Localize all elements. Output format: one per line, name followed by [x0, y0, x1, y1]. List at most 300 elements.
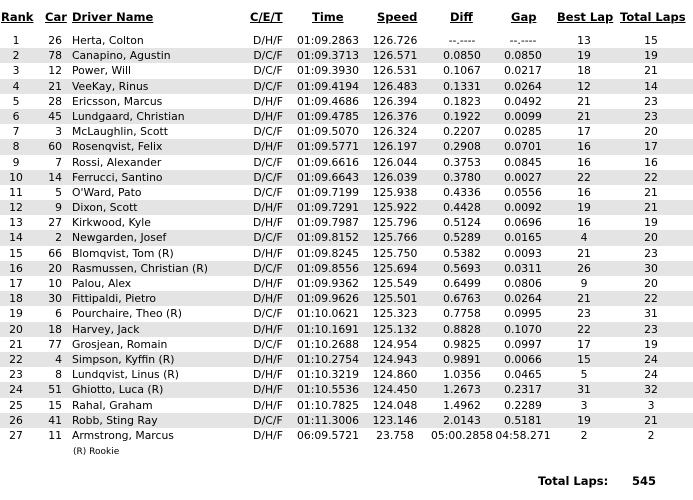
cell-driver: Rossi, Alexander — [72, 155, 162, 169]
cell-car: 51 — [48, 383, 62, 397]
cell-time: 01:09.3713 — [296, 49, 360, 63]
cell-total-laps: 20 — [644, 231, 658, 245]
header-total-laps: Total Laps — [620, 10, 686, 24]
cell-gap: 0.0465 — [504, 368, 542, 382]
cell-driver: Canapino, Agustin — [72, 49, 171, 63]
cell-car: 78 — [48, 49, 62, 63]
cell-diff: 0.4336 — [443, 185, 481, 199]
cell-best-lap: 12 — [577, 79, 591, 93]
cell-total-laps: 23 — [644, 246, 658, 260]
cell-speed: 125.750 — [372, 246, 418, 260]
cell-driver: Kirkwood, Kyle — [72, 216, 151, 230]
cell-gap: 0.0492 — [504, 94, 542, 108]
cell-car: 30 — [48, 292, 62, 306]
cell-total-laps: 19 — [644, 216, 658, 230]
cell-driver: Lundqvist, Linus (R) — [72, 368, 180, 382]
cell-cet: D/H/F — [253, 322, 283, 336]
cell-speed: 125.549 — [372, 277, 418, 290]
cell-best-lap: 16 — [577, 155, 591, 169]
cell-diff: 0.1823 — [443, 94, 481, 108]
cell-rank: 8 — [12, 140, 20, 154]
cell-best-lap: 22 — [577, 322, 591, 336]
cell-gap: 0.0092 — [504, 201, 542, 215]
cell-diff: 0.5382 — [443, 246, 481, 260]
cell-cet: D/H/F — [253, 246, 283, 260]
cell-cet: D/C/F — [253, 125, 283, 139]
cell-rank: 12 — [9, 201, 23, 215]
cell-car: 14 — [48, 170, 62, 184]
cell-diff: 1.2673 — [443, 383, 481, 397]
cell-diff: 0.2908 — [443, 140, 481, 154]
cell-speed: 126.571 — [372, 49, 418, 63]
cell-best-lap: 19 — [577, 49, 591, 63]
cell-driver: Ericsson, Marcus — [72, 94, 163, 108]
cell-cet: D/H/F — [253, 277, 283, 290]
cell-rank: 5 — [12, 94, 20, 108]
cell-cet: D/H/F — [253, 216, 283, 230]
cell-rank: 27 — [9, 428, 23, 442]
table-row — [0, 261, 693, 276]
cell-diff: 0.4428 — [443, 201, 481, 215]
table-row — [0, 382, 693, 397]
cell-time: 01:09.4194 — [296, 79, 360, 93]
cell-rank: 25 — [9, 398, 23, 412]
cell-gap: 0.0845 — [504, 155, 542, 169]
cell-gap: 0.2317 — [504, 383, 542, 397]
cell-car: 15 — [48, 398, 62, 412]
table-row — [0, 94, 693, 109]
cell-rank: 23 — [9, 368, 23, 382]
cell-total-laps: 23 — [644, 322, 658, 336]
cell-time: 01:09.7199 — [296, 185, 360, 199]
cell-rank: 6 — [12, 109, 20, 123]
cell-total-laps: 30 — [644, 261, 658, 275]
cell-rank: 24 — [9, 383, 23, 397]
total-laps-value: 545 — [632, 474, 657, 488]
cell-rank: 11 — [9, 185, 23, 199]
cell-driver: O'Ward, Pato — [72, 185, 142, 199]
header-driver: Driver Name — [72, 10, 154, 24]
cell-total-laps: 17 — [644, 140, 658, 154]
cell-gap: 0.0285 — [504, 125, 542, 139]
cell-gap: 0.0556 — [504, 185, 542, 199]
cell-car: 26 — [48, 34, 62, 47]
cell-total-laps: 24 — [644, 368, 658, 382]
cell-time: 01:10.5536 — [296, 383, 360, 397]
cell-diff: 0.9891 — [443, 352, 481, 366]
cell-diff: 0.1922 — [443, 109, 481, 123]
cell-diff: 0.6499 — [443, 277, 481, 290]
cell-gap: 0.0264 — [504, 79, 542, 93]
cell-cet: D/H/F — [253, 201, 283, 215]
header-speed: Speed — [377, 10, 418, 24]
cell-car: 20 — [48, 261, 62, 275]
cell-rank: 9 — [12, 155, 20, 169]
cell-diff: 0.2207 — [443, 125, 481, 139]
cell-best-lap: 19 — [577, 201, 591, 215]
table-row — [0, 337, 693, 352]
cell-diff: 0.0850 — [443, 49, 481, 63]
table-row — [0, 48, 693, 63]
cell-gap: 0.0696 — [504, 216, 542, 230]
cell-driver: Herta, Colton — [72, 34, 144, 47]
cell-diff: 2.0143 — [443, 413, 481, 427]
cell-total-laps: 23 — [644, 109, 658, 123]
header-car: Car — [45, 10, 67, 24]
cell-gap: 0.5181 — [504, 413, 542, 427]
cell-driver: Lundgaard, Christian — [72, 109, 185, 123]
cell-car: 41 — [48, 413, 62, 427]
cell-total-laps: 31 — [644, 307, 658, 321]
cell-diff: 1.0356 — [443, 368, 481, 382]
cell-driver: Fittipaldi, Pietro — [72, 292, 157, 306]
cell-time: 01:09.9626 — [296, 292, 360, 306]
cell-driver: Newgarden, Josef — [72, 231, 167, 245]
cell-speed: 125.323 — [372, 307, 418, 321]
cell-rank: 20 — [9, 322, 23, 336]
cell-speed: 126.483 — [372, 79, 418, 93]
table-row — [0, 170, 693, 185]
cell-gap: 04:58.271 — [495, 428, 551, 442]
cell-driver: Simpson, Kyffin (R) — [72, 352, 175, 366]
cell-time: 01:09.2863 — [296, 34, 360, 47]
table-row — [0, 185, 693, 200]
cell-rank: 1 — [12, 34, 20, 47]
cell-car: 9 — [55, 201, 62, 215]
cell-driver: Rahal, Graham — [72, 398, 153, 412]
cell-time: 01:09.8152 — [296, 231, 360, 245]
cell-speed: 125.796 — [372, 216, 418, 230]
cell-cet: D/H/F — [253, 368, 283, 382]
cell-time: 01:09.7291 — [296, 201, 360, 215]
rookie-footnote: (R) Rookie — [73, 447, 120, 457]
cell-rank: 17 — [9, 277, 23, 290]
cell-best-lap: 26 — [577, 261, 591, 275]
cell-rank: 16 — [9, 261, 23, 275]
cell-driver: Dixon, Scott — [72, 201, 138, 215]
cell-total-laps: 14 — [644, 79, 658, 93]
cell-time: 01:10.0621 — [296, 307, 360, 321]
cell-best-lap: 16 — [577, 140, 591, 154]
cell-speed: 125.766 — [372, 231, 418, 245]
cell-speed: 124.860 — [372, 368, 418, 382]
cell-car: 12 — [48, 64, 62, 78]
table-row — [0, 367, 693, 382]
cell-speed: 126.197 — [372, 140, 418, 154]
cell-cet: D/C/F — [253, 64, 283, 78]
cell-time: 01:09.6616 — [296, 155, 360, 169]
cell-best-lap: 16 — [577, 185, 591, 199]
table-row — [0, 352, 693, 367]
cell-diff: 0.3780 — [443, 170, 481, 184]
table-row — [0, 306, 693, 321]
cell-diff: 0.7758 — [443, 307, 481, 321]
cell-cet: D/H/F — [253, 352, 283, 366]
cell-rank: 10 — [9, 170, 23, 184]
cell-cet: D/C/F — [253, 155, 283, 169]
cell-car: 3 — [55, 125, 62, 139]
cell-total-laps: 20 — [644, 125, 658, 139]
table-row — [0, 155, 693, 170]
table-row — [0, 109, 693, 124]
cell-best-lap: 18 — [577, 64, 591, 78]
cell-time: 01:09.5070 — [296, 125, 360, 139]
cell-diff: 05:00.2858 — [430, 428, 494, 442]
cell-gap: 0.0217 — [504, 64, 542, 78]
table-row — [0, 322, 693, 337]
cell-rank: 21 — [9, 337, 23, 351]
cell-driver: McLaughlin, Scott — [72, 125, 168, 139]
cell-speed: 126.394 — [372, 94, 418, 108]
cell-cet: D/C/F — [253, 413, 283, 427]
cell-gap: --.---- — [509, 34, 537, 47]
table-row — [0, 246, 693, 261]
cell-car: 10 — [48, 277, 62, 290]
cell-speed: 126.726 — [372, 34, 418, 47]
cell-gap: 0.0093 — [504, 246, 542, 260]
cell-car: 18 — [48, 322, 62, 336]
cell-time: 01:09.4785 — [296, 109, 360, 123]
cell-driver: Ghiotto, Luca (R) — [72, 383, 164, 397]
cell-rank: 26 — [9, 413, 23, 427]
cell-total-laps: 22 — [644, 170, 658, 184]
cell-total-laps: 21 — [644, 413, 658, 427]
cell-best-lap: 15 — [577, 352, 591, 366]
cell-car: 7 — [55, 155, 62, 169]
cell-time: 01:10.2754 — [296, 352, 360, 366]
cell-best-lap: 17 — [577, 337, 591, 351]
cell-best-lap: 2 — [580, 428, 588, 442]
cell-best-lap: 4 — [580, 231, 588, 245]
cell-total-laps: 2 — [647, 428, 655, 442]
cell-cet: D/C/F — [253, 49, 283, 63]
cell-time: 01:09.9362 — [296, 277, 360, 290]
cell-total-laps: 21 — [644, 201, 658, 215]
cell-rank: 7 — [12, 125, 20, 139]
cell-car: 8 — [55, 368, 62, 382]
cell-driver: Rosenqvist, Felix — [72, 140, 163, 154]
cell-speed: 126.044 — [372, 155, 418, 169]
cell-cet: D/H/F — [253, 398, 283, 412]
header-rank: Rank — [1, 10, 34, 24]
cell-total-laps: 24 — [644, 352, 658, 366]
cell-gap: 0.1070 — [504, 322, 542, 336]
cell-rank: 18 — [9, 292, 23, 306]
cell-diff: 0.9825 — [443, 337, 481, 351]
cell-gap: 0.2289 — [504, 398, 542, 412]
cell-speed: 125.922 — [372, 201, 418, 215]
cell-rank: 14 — [9, 231, 23, 245]
total-laps-label: Total Laps: — [538, 474, 609, 488]
cell-car: 5 — [55, 185, 62, 199]
cell-total-laps: 21 — [644, 64, 658, 78]
cell-driver: VeeKay, Rinus — [72, 79, 149, 93]
cell-car: 66 — [48, 246, 62, 260]
cell-diff: 0.8828 — [443, 322, 481, 336]
cell-driver: Pourchaire, Theo (R) — [72, 307, 182, 321]
cell-driver: Grosjean, Romain — [72, 337, 168, 351]
cell-time: 01:09.6643 — [296, 170, 360, 184]
table-row — [0, 291, 693, 306]
cell-time: 01:09.8556 — [296, 261, 360, 275]
cell-best-lap: 22 — [577, 170, 591, 184]
cell-car: 77 — [48, 337, 62, 351]
table-row — [0, 124, 693, 139]
cell-speed: 124.943 — [372, 352, 418, 366]
cell-driver: Power, Will — [72, 64, 131, 78]
cell-speed: 125.132 — [372, 322, 418, 336]
cell-best-lap: 3 — [580, 398, 588, 412]
header-cet: C/E/T — [250, 10, 283, 24]
cell-speed: 23.758 — [376, 428, 414, 442]
cell-cet: D/C/F — [253, 337, 283, 351]
cell-speed: 125.694 — [372, 261, 418, 275]
cell-total-laps: 19 — [644, 49, 658, 63]
cell-diff: 0.5693 — [443, 261, 481, 275]
cell-speed: 124.450 — [372, 383, 418, 397]
cell-diff: 0.3753 — [443, 155, 481, 169]
cell-diff: 0.5289 — [443, 231, 481, 245]
table-row — [0, 79, 693, 94]
cell-time: 01:11.3006 — [296, 413, 360, 427]
cell-total-laps: 32 — [644, 383, 658, 397]
cell-driver: Ferrucci, Santino — [72, 170, 163, 184]
cell-cet: D/C/F — [253, 231, 283, 245]
cell-cet: D/C/F — [253, 185, 283, 199]
header-best-lap: Best Lap — [557, 10, 614, 24]
cell-diff: 0.1067 — [443, 64, 481, 78]
cell-driver: Harvey, Jack — [72, 322, 140, 336]
cell-best-lap: 31 — [577, 383, 591, 397]
cell-best-lap: 21 — [577, 246, 591, 260]
cell-speed: 124.954 — [372, 337, 418, 351]
cell-speed: 124.048 — [372, 398, 418, 412]
cell-gap: 0.0806 — [504, 277, 542, 290]
cell-car: 28 — [48, 94, 62, 108]
table-row — [0, 33, 693, 48]
cell-diff: 0.6763 — [443, 292, 481, 306]
cell-car: 27 — [48, 216, 62, 230]
cell-car: 60 — [48, 140, 62, 154]
results-table — [0, 33, 693, 443]
cell-car: 45 — [48, 109, 62, 123]
cell-total-laps: 23 — [644, 94, 658, 108]
cell-speed: 126.531 — [372, 64, 418, 78]
cell-best-lap: 21 — [577, 94, 591, 108]
cell-total-laps: 22 — [644, 292, 658, 306]
cell-gap: 0.0311 — [504, 261, 542, 275]
cell-car: 11 — [48, 428, 62, 442]
cell-best-lap: 16 — [577, 216, 591, 230]
cell-rank: 15 — [9, 246, 23, 260]
cell-total-laps: 3 — [647, 398, 655, 412]
cell-gap: 0.0027 — [504, 170, 542, 184]
cell-time: 01:09.7987 — [296, 216, 360, 230]
cell-time: 01:09.8245 — [296, 246, 360, 260]
cell-cet: D/H/F — [253, 140, 283, 154]
cell-total-laps: 19 — [644, 337, 658, 351]
cell-best-lap: 9 — [580, 277, 588, 290]
cell-cet: D/H/F — [253, 292, 283, 306]
cell-total-laps: 21 — [644, 185, 658, 199]
cell-diff: 1.4962 — [443, 398, 481, 412]
cell-cet: D/H/F — [253, 383, 283, 397]
table-row — [0, 276, 693, 291]
cell-rank: 19 — [9, 307, 23, 321]
cell-total-laps: 15 — [644, 34, 658, 47]
table-row — [0, 230, 693, 245]
cell-car: 21 — [48, 79, 62, 93]
cell-car: 2 — [55, 231, 62, 245]
cell-speed: 126.324 — [372, 125, 418, 139]
cell-rank: 4 — [12, 79, 20, 93]
table-row — [0, 398, 693, 413]
cell-time: 06:09.5721 — [296, 428, 360, 442]
cell-total-laps: 20 — [644, 277, 658, 290]
cell-driver: Rasmussen, Christian (R) — [72, 261, 208, 275]
cell-best-lap: 19 — [577, 413, 591, 427]
table-header — [0, 10, 693, 26]
table-row — [0, 215, 693, 230]
header-gap: Gap — [511, 10, 537, 24]
cell-total-laps: 16 — [644, 155, 658, 169]
cell-gap: 0.0099 — [504, 109, 542, 123]
header-time: Time — [312, 10, 344, 24]
cell-best-lap: 23 — [577, 307, 591, 321]
cell-speed: 125.938 — [372, 185, 418, 199]
cell-diff: --.---- — [448, 34, 476, 47]
cell-time: 01:10.2688 — [296, 337, 360, 351]
cell-cet: D/H/F — [253, 428, 283, 442]
cell-car: 6 — [55, 307, 62, 321]
cell-cet: D/C/F — [253, 79, 283, 93]
cell-cet: D/H/F — [253, 94, 283, 108]
cell-time: 01:09.4686 — [296, 94, 360, 108]
cell-rank: 22 — [9, 352, 23, 366]
cell-best-lap: 5 — [580, 368, 588, 382]
cell-speed: 126.376 — [372, 109, 418, 123]
cell-diff: 0.1331 — [443, 79, 481, 93]
cell-gap: 0.0066 — [504, 352, 542, 366]
cell-cet: D/H/F — [253, 109, 283, 123]
cell-best-lap: 21 — [577, 292, 591, 306]
table-row — [0, 428, 693, 443]
cell-driver: Armstrong, Marcus — [72, 428, 174, 442]
cell-cet: D/H/F — [253, 34, 283, 47]
cell-speed: 125.501 — [372, 292, 418, 306]
cell-time: 01:09.3930 — [296, 64, 360, 78]
table-row — [0, 200, 693, 215]
cell-driver: Palou, Alex — [72, 277, 132, 290]
cell-time: 01:10.7825 — [296, 398, 360, 412]
cell-gap: 0.0264 — [504, 292, 542, 306]
cell-gap: 0.0165 — [504, 231, 542, 245]
cell-best-lap: 21 — [577, 109, 591, 123]
cell-gap: 0.0995 — [504, 307, 542, 321]
header-diff: Diff — [450, 10, 473, 24]
cell-car: 4 — [55, 352, 62, 366]
cell-driver: Robb, Sting Ray — [72, 413, 158, 427]
cell-time: 01:10.3219 — [296, 368, 360, 382]
table-row — [0, 63, 693, 78]
cell-rank: 13 — [9, 216, 23, 230]
cell-gap: 0.0997 — [504, 337, 542, 351]
cell-speed: 123.146 — [372, 413, 418, 427]
cell-rank: 3 — [12, 64, 20, 78]
cell-best-lap: 17 — [577, 125, 591, 139]
cell-best-lap: 13 — [577, 34, 591, 47]
cell-driver: Blomqvist, Tom (R) — [72, 246, 174, 260]
